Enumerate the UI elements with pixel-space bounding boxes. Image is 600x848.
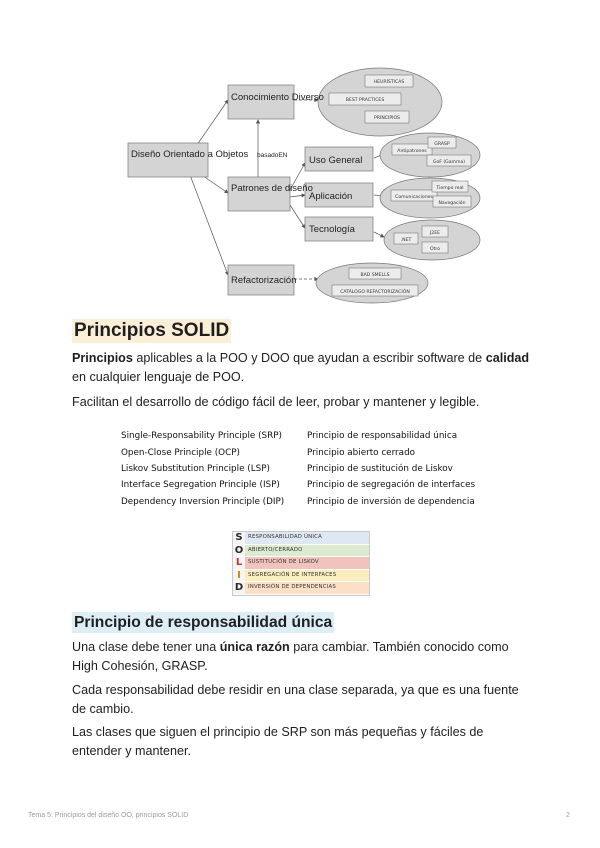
svg-text:Tiempo real: Tiempo real (436, 186, 464, 191)
table-row: Interface Segregation Principle (ISP) Principio de segregación de interfaces (121, 480, 476, 491)
solid-heading: Principios SOLID (74, 320, 230, 341)
solid-row: I SEGREGACIÓN DE INTERFACES (233, 570, 369, 583)
solid-row: L SUSTITUCIÓN DE LISKOV (233, 557, 369, 570)
solid-acronym-graphic (232, 531, 370, 596)
svg-text:Comunicaciones: Comunicaciones (395, 195, 433, 200)
svg-text:Navegación: Navegación (438, 201, 466, 206)
table-row: Single-Responsability Principle (SRP) Principio de responsabilidad única (121, 431, 458, 442)
svg-text:J2EE: J2EE (429, 231, 441, 236)
table-row: Open-Close Principle (OCP) Principio abierto cerrado (121, 447, 416, 458)
svg-text:Otro: Otro (429, 247, 441, 252)
uso-general-label: Uso General (309, 155, 363, 166)
srp-heading: Principio de responsabilidad única (74, 614, 333, 631)
concept-diagram (110, 45, 500, 305)
svg-text:GRASP: GRASP (434, 142, 450, 147)
svg-text:CATÁLOGO REFACTORIZACIÓN: CATÁLOGO REFACTORIZACIÓN (340, 290, 410, 295)
footer-title: Tema 5: Principios del diseño OO, principios SOLID (28, 812, 189, 819)
page-number: 2 (566, 812, 570, 819)
solid-row: O ABIERTO/CERRADO (233, 545, 369, 558)
solid-row: D INVERSIÓN DE DEPENDENCIAS (233, 582, 369, 595)
tecnologia-label: Tecnología (309, 224, 355, 235)
intro-paragraph: Principios aplicables a la POO y DOO que ayudan a escribir software de calidad en cualquier lenguaje de POO. (72, 351, 530, 384)
svg-text:HEURÍSTICAS: HEURÍSTICAS (373, 80, 405, 85)
svg-text:GoF (Gamma): GoF (Gamma) (432, 160, 466, 165)
conocimiento-label: Conocimiento Diverso (231, 92, 324, 103)
srp-paragraph-3: Las clases que siguen el principio de SRP son más pequeñas y fáciles de entender y mantener. (72, 725, 484, 758)
refactorizacion-label: Refactorización (231, 275, 297, 286)
svg-text:BAD SMELLS: BAD SMELLS (360, 273, 390, 278)
srp-paragraph-1: Una clase debe tener una única razón para cambiar. También conocido como High Cohesión, GRASP. (72, 640, 509, 673)
facilitan-paragraph: Facilitan el desarrollo de código fácil de leer, probar y mantener y legible. (72, 395, 480, 409)
table-row: Dependency Inversion Principle (DIP) Principio de inversión de dependencia (121, 496, 475, 507)
table-row: Liskov Substitution Principle (LSP) Principio de sustitución de Liskov (121, 463, 453, 474)
svg-text:Antipatrones: Antipatrones (397, 149, 427, 154)
aplicacion-label: Aplicación (309, 191, 353, 202)
svg-text:PRINCIPIOS: PRINCIPIOS (374, 116, 400, 121)
principles-table (121, 428, 475, 510)
solid-row: S RESPONSABILIDAD ÚNICA (233, 532, 369, 545)
svg-text:.NET: .NET (400, 238, 412, 243)
svg-text:BEST PRACTICES: BEST PRACTICES (345, 98, 385, 103)
basado-en-label: basadoEN (257, 152, 288, 159)
patrones-label: Patrones de diseño (231, 183, 313, 194)
srp-paragraph-2: Cada responsabilidad debe residir en una clase separada, ya que es una fuente de cambio. (72, 683, 519, 716)
root-label: Diseño Orientado a Objetos (131, 149, 249, 160)
